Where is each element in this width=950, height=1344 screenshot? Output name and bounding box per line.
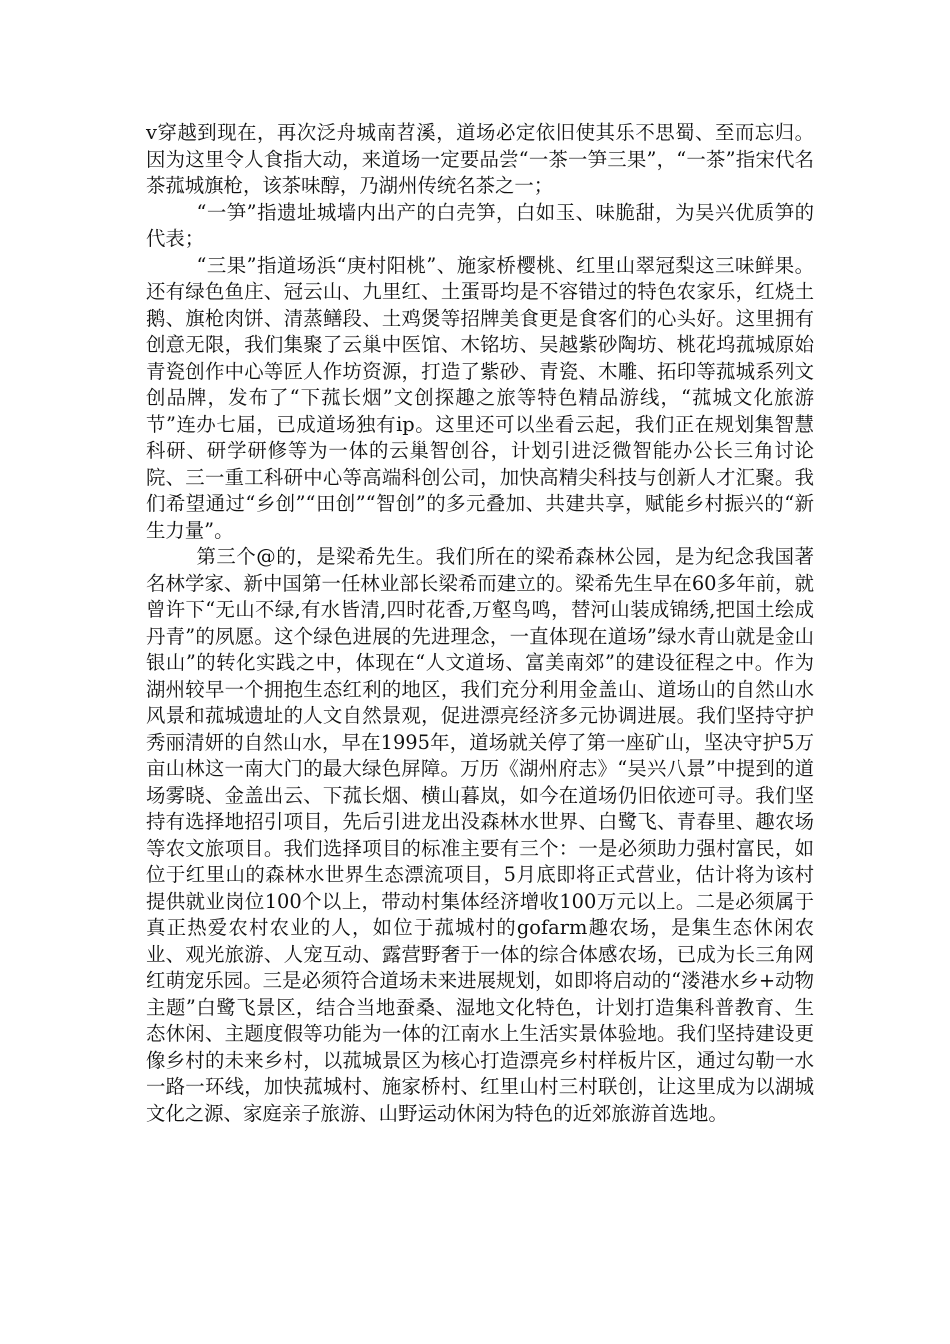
paragraph-continuation: v穿越到现在，再次泛舟城南苕溪，道场必定依旧使其乐不思蜀、至而忘归。因为这里令人食指大动，来道场一定要品尝“一茶一笋三果”，“一茶”指宋代名茶菰城旗枪，该茶味醇，乃湖州传统名茶之一；	[146, 121, 814, 197]
body-text	[146, 120, 814, 1127]
paragraph-one-bamboo-shoot: “一笋”指遗址城墙内出产的白壳笋，白如玉、味脆甜，为吴兴优质笋的代表；	[146, 200, 814, 250]
paragraph-third-at-liang-xi: 第三个@的，是梁希先生。我们所在的梁希森林公园，是为纪念我国著名林学家、新中国第一任林业部长梁希而建立的。梁希先生早在60多年前，就曾许下“无山不绿,有水皆清,四时花香,万壑鸟鸣，替河山装成锦绣,把国土绘成丹青”的夙愿。这个绿色进展的先进理念，一直体现在道场”绿水青山就是金山银山”的转化实践之中，体现在“人文道场、富美南郊”的建设征程之中。作为湖州较早一个拥抱生态红利的地区，我们充分利用金盖山、道场山的自然山水风景和菰城遗址的人文自然景观，促进漂亮经济多元协调进展。我们坚持守护秀丽清妍的自然山水，早在1995年，道场就关停了第一座矿山，坚决守护5万亩山林这一南大门的最大绿色屏障。万历《湖州府志》“吴兴八景”中提到的道场雾晓、金盖出云、下菰长烟、横山暮岚，如今在道场仍旧依迹可寻。我们坚持有选择地招引项目，先后引进龙出没森林水世界、白鹭飞、青春里、趣农场等农文旅项目。我们选择项目的标准主要有三个：一是必须助力强村富民，如位于红里山的森林水世界生态漂流项目，5月底即将正式营业，估计将为该村提供就业岗位100个以上，带动村集体经济增收100万元以上。二是必须属于真正热爱农村农业的人，如位于菰城村的gofarm趣农场，是集生态休闲农业、观光旅游、人宠互动、露营野奢于一体的综合体感农场，已成为长三角网红萌宠乐园。三是必须符合道场未来进展规划，如即将启动的“溇港水乡+动物主题”白鹭飞景区，结合当地蚕桑、湿地文化特色，计划打造集科普教育、生态休闲、主题度假等功能为一体的江南水上生活实景体验地。我们坚持建设更像乡村的未来乡村，以菰城景区为核心打造漂亮乡村样板片区，通过勾勒一水一路一环线，加快菰城村、施家桥村、红里山村三村联创，让这里成为以湖城文化之源、家庭亲子旅游、山野运动休闲为特色的近郊旅游首选地。	[146, 545, 814, 1125]
paragraph-three-fruits: “三果”指道场浜“庚村阳桃”、施家桥樱桃、红里山翠冠梨这三味鲜果。还有绿色鱼庄、冠云山、九里红、土蛋哥均是不容错过的特色农家乐，红烧土鹅、旗枪肉饼、清蒸鳝段、土鸡煲等招牌美食更是食客们的心头好。这里拥有创意无限，我们集聚了云巢中医馆、木铭坊、吴越紫砂陶坊、桃花坞菰城原始青瓷创作中心等匠人作坊资源，打造了紫砂、青瓷、木雕、拓印等菰城系列文创品牌，发布了“下菰长烟”文创探趣之旅等特色精品游线，“菰城文化旅游节”连办七届，已成道场独有ip。这里还可以坐看云起，我们正在规划集智慧科研、研学研修等为一体的云巢智创谷，计划引进泛微智能办公长三角讨论院、三一重工科研中心等高端科创公司，加快高精尖科技与创新人才汇聚。我们希望通过“乡创”“田创”“智创”的多元叠加、共建共享，赋能乡村振兴的“新生力量”。	[146, 253, 814, 542]
